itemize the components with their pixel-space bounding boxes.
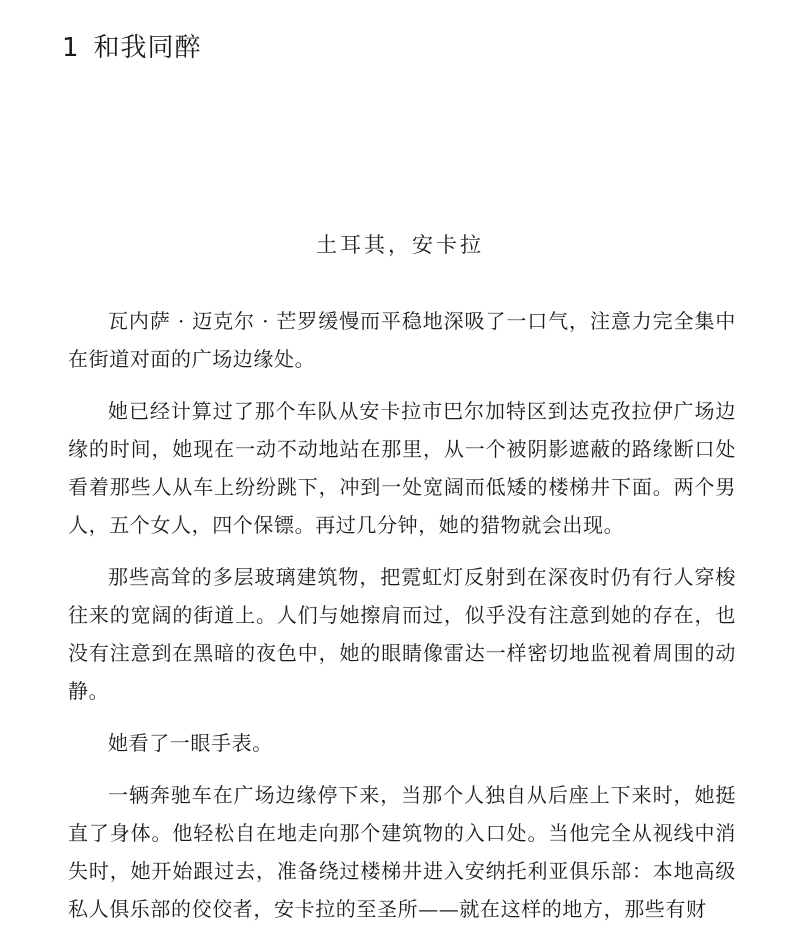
body-text	[68, 302, 736, 942]
paragraph: 瓦内萨 · 迈克尔 · 芒罗缓慢而平稳地深吸了一口气，注意力完全集中在街道对面的广场边缘处。	[68, 309, 736, 371]
location-heading: 土耳其，安卡拉	[316, 233, 484, 257]
paragraph: 那些高耸的多层玻璃建筑物，把霓虹灯反射到在深夜时仍有行人穿梭往来的宽阔的街道上。人们与她擦肩而过，似乎没有注意到她的存在，也没有注意到在黑暗的夜色中，她的眼睛像雷达一样密切地监视着周围的动静。	[68, 565, 736, 703]
paragraph: 她已经计算过了那个车队从安卡拉市巴尔加特区到达克孜拉伊广场边缘的时间，她现在一动不动地站在那里，从一个被阴影遮蔽的路缘断口处看着那些人从车上纷纷跳下，冲到一处宽阔而低矮的楼梯井下面。两个男人，五个女人，四个保镖。再过几分钟，她的猎物就会出现。	[68, 399, 736, 537]
chapter-title: 和我同醉	[93, 33, 202, 63]
chapter-heading	[62, 28, 202, 68]
paragraph: 她看了一眼手表。	[108, 731, 273, 755]
paragraph: 一辆奔驰车在广场边缘停下来，当那个人独自从后座上下来时，她挺直了身体。他轻松自在地走向那个建筑物的入口处。当他完全从视线中消失时，她开始跟过去，准备绕过楼梯井进入安纳托利亚俱乐部：本地高级私人俱乐部的佼佼者，安卡拉的至圣所——就在这样的地方，那些有财	[68, 783, 736, 921]
chapter-number: 1	[62, 33, 80, 63]
